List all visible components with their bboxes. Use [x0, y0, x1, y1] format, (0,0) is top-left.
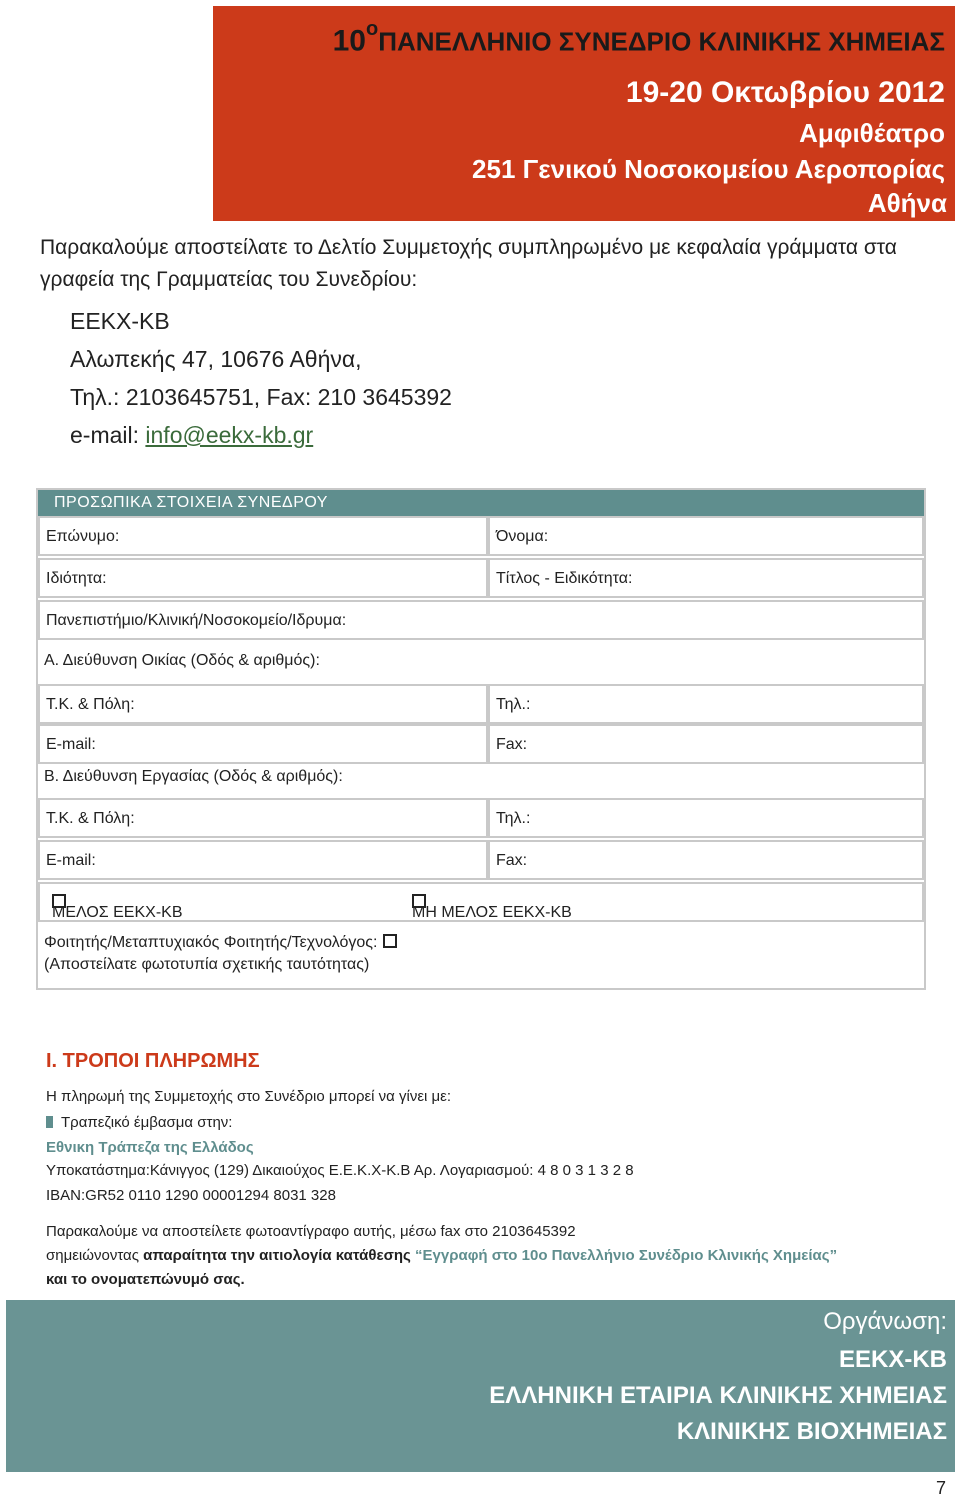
org-full-name-1: ΕΛΛΗΝΙΚΗ ΕΤΑΙΡΙΑ ΚΛΙΝΙΚΗΣ ΧΗΜΕΙΑΣ	[489, 1382, 947, 1409]
institution-field[interactable]	[38, 600, 924, 640]
payment-intro: Η πληρωμή της Συμμετοχής στο Συνέδριο μπορεί να γίνει με:	[46, 1088, 452, 1105]
payment-note-2	[46, 1247, 837, 1264]
venue-line-2: 251 Γενικού Νοσοκομείου Αεροπορίας	[472, 154, 945, 184]
phone-2-field[interactable]	[488, 798, 924, 838]
email-2-field[interactable]	[38, 840, 488, 880]
address-street: Αλωπεκής 47, 10676 Αθήνα,	[70, 346, 362, 372]
ordinal-suffix: ο	[365, 18, 379, 40]
member-option	[46, 894, 183, 921]
student-checkbox[interactable]	[383, 934, 397, 948]
surname-field[interactable]	[38, 516, 488, 556]
fax-1-field[interactable]	[488, 724, 924, 764]
org-short-name: ΕΕΚΧ-ΚΒ	[838, 1346, 947, 1373]
fax-1-label: Fax:	[496, 736, 528, 753]
bank-name: Εθνικη Τράπεζα της Ελλάδος	[46, 1139, 254, 1156]
email-link[interactable]: info@eekx-kb.gr	[145, 422, 314, 448]
email-1-label: E-mail:	[46, 736, 96, 753]
student-note: (Αποστείλατε φωτοτυπία σχετικής ταυτότητας)	[44, 956, 370, 973]
phone-1-field[interactable]	[488, 684, 924, 724]
home-address-label: Α. Διεύθυνση Οικίας (Οδός & αριθμός):	[44, 652, 320, 669]
email-2-label: E-mail:	[46, 852, 96, 869]
venue-city: Αθήνα	[867, 188, 947, 218]
payment-note-1: Παρακαλούμε να αποστείλετε φωτοαντίγραφο αυτής, μέσω fax στο 2103645392	[46, 1223, 576, 1240]
address-email-row	[70, 416, 452, 454]
conference-title-text: ΠΑΝΕΛΛΗΝΙΟ ΣΥΝΕΔΡΙΟ ΚΛΙΝΙΚΗΣ ΧΗΜΕΙΑΣ	[378, 26, 945, 57]
organizer-footer	[6, 1300, 955, 1472]
intro-text: Παρακαλούμε αποστείλατε το Δελτίο Συμμετοχής συμπληρωμένο με κεφαλαία γράμματα στα γραφεία της Γραμματείας του Συνεδρίου:	[40, 236, 897, 291]
email-1-field[interactable]	[38, 724, 488, 764]
name-label: Όνομα:	[496, 528, 549, 545]
secretariat-address	[70, 302, 452, 454]
postcode-city-2-field[interactable]	[38, 798, 488, 838]
postcode-city-1-label: Τ.Κ. & Πόλη:	[46, 696, 135, 713]
student-label: Φοιτητής/Μεταπτυχιακός Φοιτητής/Τεχνολόγος:	[44, 934, 378, 951]
payment-method	[46, 1114, 232, 1131]
bullet-icon	[46, 1116, 53, 1128]
title-specialty-field[interactable]	[488, 558, 924, 598]
non-member-label: ΜΗ ΜΕΛΟΣ ΕΕΚΧ-ΚΒ	[412, 904, 572, 921]
name-field[interactable]	[488, 516, 924, 556]
address-org: ΕΕΚΧ-ΚΒ	[70, 308, 170, 334]
fax-2-field[interactable]	[488, 840, 924, 880]
fax-2-label: Fax:	[496, 852, 528, 869]
specialty-label: Ιδιότητα:	[46, 570, 107, 587]
phone-1-label: Τηλ.:	[496, 696, 531, 713]
institution-label: Πανεπιστήμιο/Κλινική/Νοσοκομείο/Ιδρυμα:	[46, 612, 347, 629]
conference-dates: 19-20 Οκτωβρίου 2012	[625, 76, 945, 109]
note-2-bold: απαραίτητα την αιτιολογία κατάθεσης	[143, 1247, 416, 1264]
payment-title: Ι. ΤΡΟΠΟΙ ΠΛΗΡΩΜΗΣ	[46, 1050, 260, 1072]
page-number: 7	[935, 1478, 946, 1498]
specialty-field[interactable]	[38, 558, 488, 598]
non-member-option	[406, 894, 572, 921]
conference-title	[332, 18, 945, 59]
membership-row	[38, 882, 924, 922]
bank-iban: IBAN:GR52 0110 1290 00001294 8031 328	[46, 1187, 336, 1204]
title-specialty-label: Τίτλος - Ειδικότητα:	[496, 570, 633, 587]
address-phone-fax: Τηλ.: 2103645751, Fax: 210 3645392	[70, 384, 452, 410]
bank-branch: Υποκατάστημα:Κάνιγγος (129) Δικαιούχος Ε.Ε.Κ.Χ-Κ.Β Αρ. Λογαριασμού: 4 8 0 3 1 3 2 8	[46, 1162, 634, 1179]
organization-label: Οργάνωση:	[823, 1308, 947, 1335]
note-2-pre: σημειώνοντας	[46, 1247, 144, 1264]
surname-label: Επώνυμο:	[46, 528, 120, 545]
payment-note-3: και το ονοματεπώνυμό σας.	[46, 1271, 245, 1288]
work-address-label: Β. Διεύθυνση Εργασίας (Οδός & αριθμός):	[44, 768, 343, 785]
registration-form	[36, 488, 926, 990]
member-label: ΜΕΛΟΣ ΕΕΚΧ-ΚΒ	[52, 904, 183, 921]
form-section-title: ΠΡΟΣΩΠΙΚΑ ΣΤΟΙΧΕΙΑ ΣΥΝΕΔΡΟΥ	[38, 490, 924, 516]
note-2-quote: “Εγγραφή στο 10ο Πανελλήνιο Συνέδριο Κλινικής Χημείας”	[415, 1247, 838, 1264]
postcode-city-1-field[interactable]	[38, 684, 488, 724]
conference-banner	[213, 6, 955, 221]
ordinal-number: 10	[332, 24, 366, 58]
phone-2-label: Τηλ.:	[496, 810, 531, 827]
postcode-city-2-label: Τ.Κ. & Πόλη:	[46, 810, 135, 827]
payment-method-label: Τραπεζικό έμβασμα στην:	[61, 1114, 233, 1131]
venue-line-1: Αμφιθέατρο	[799, 118, 945, 148]
student-option	[44, 934, 397, 952]
email-label: e-mail:	[70, 422, 146, 448]
org-full-name-2: ΚΛΙΝΙΚΗΣ ΒΙΟΧΗΜΕΙΑΣ	[676, 1418, 947, 1445]
